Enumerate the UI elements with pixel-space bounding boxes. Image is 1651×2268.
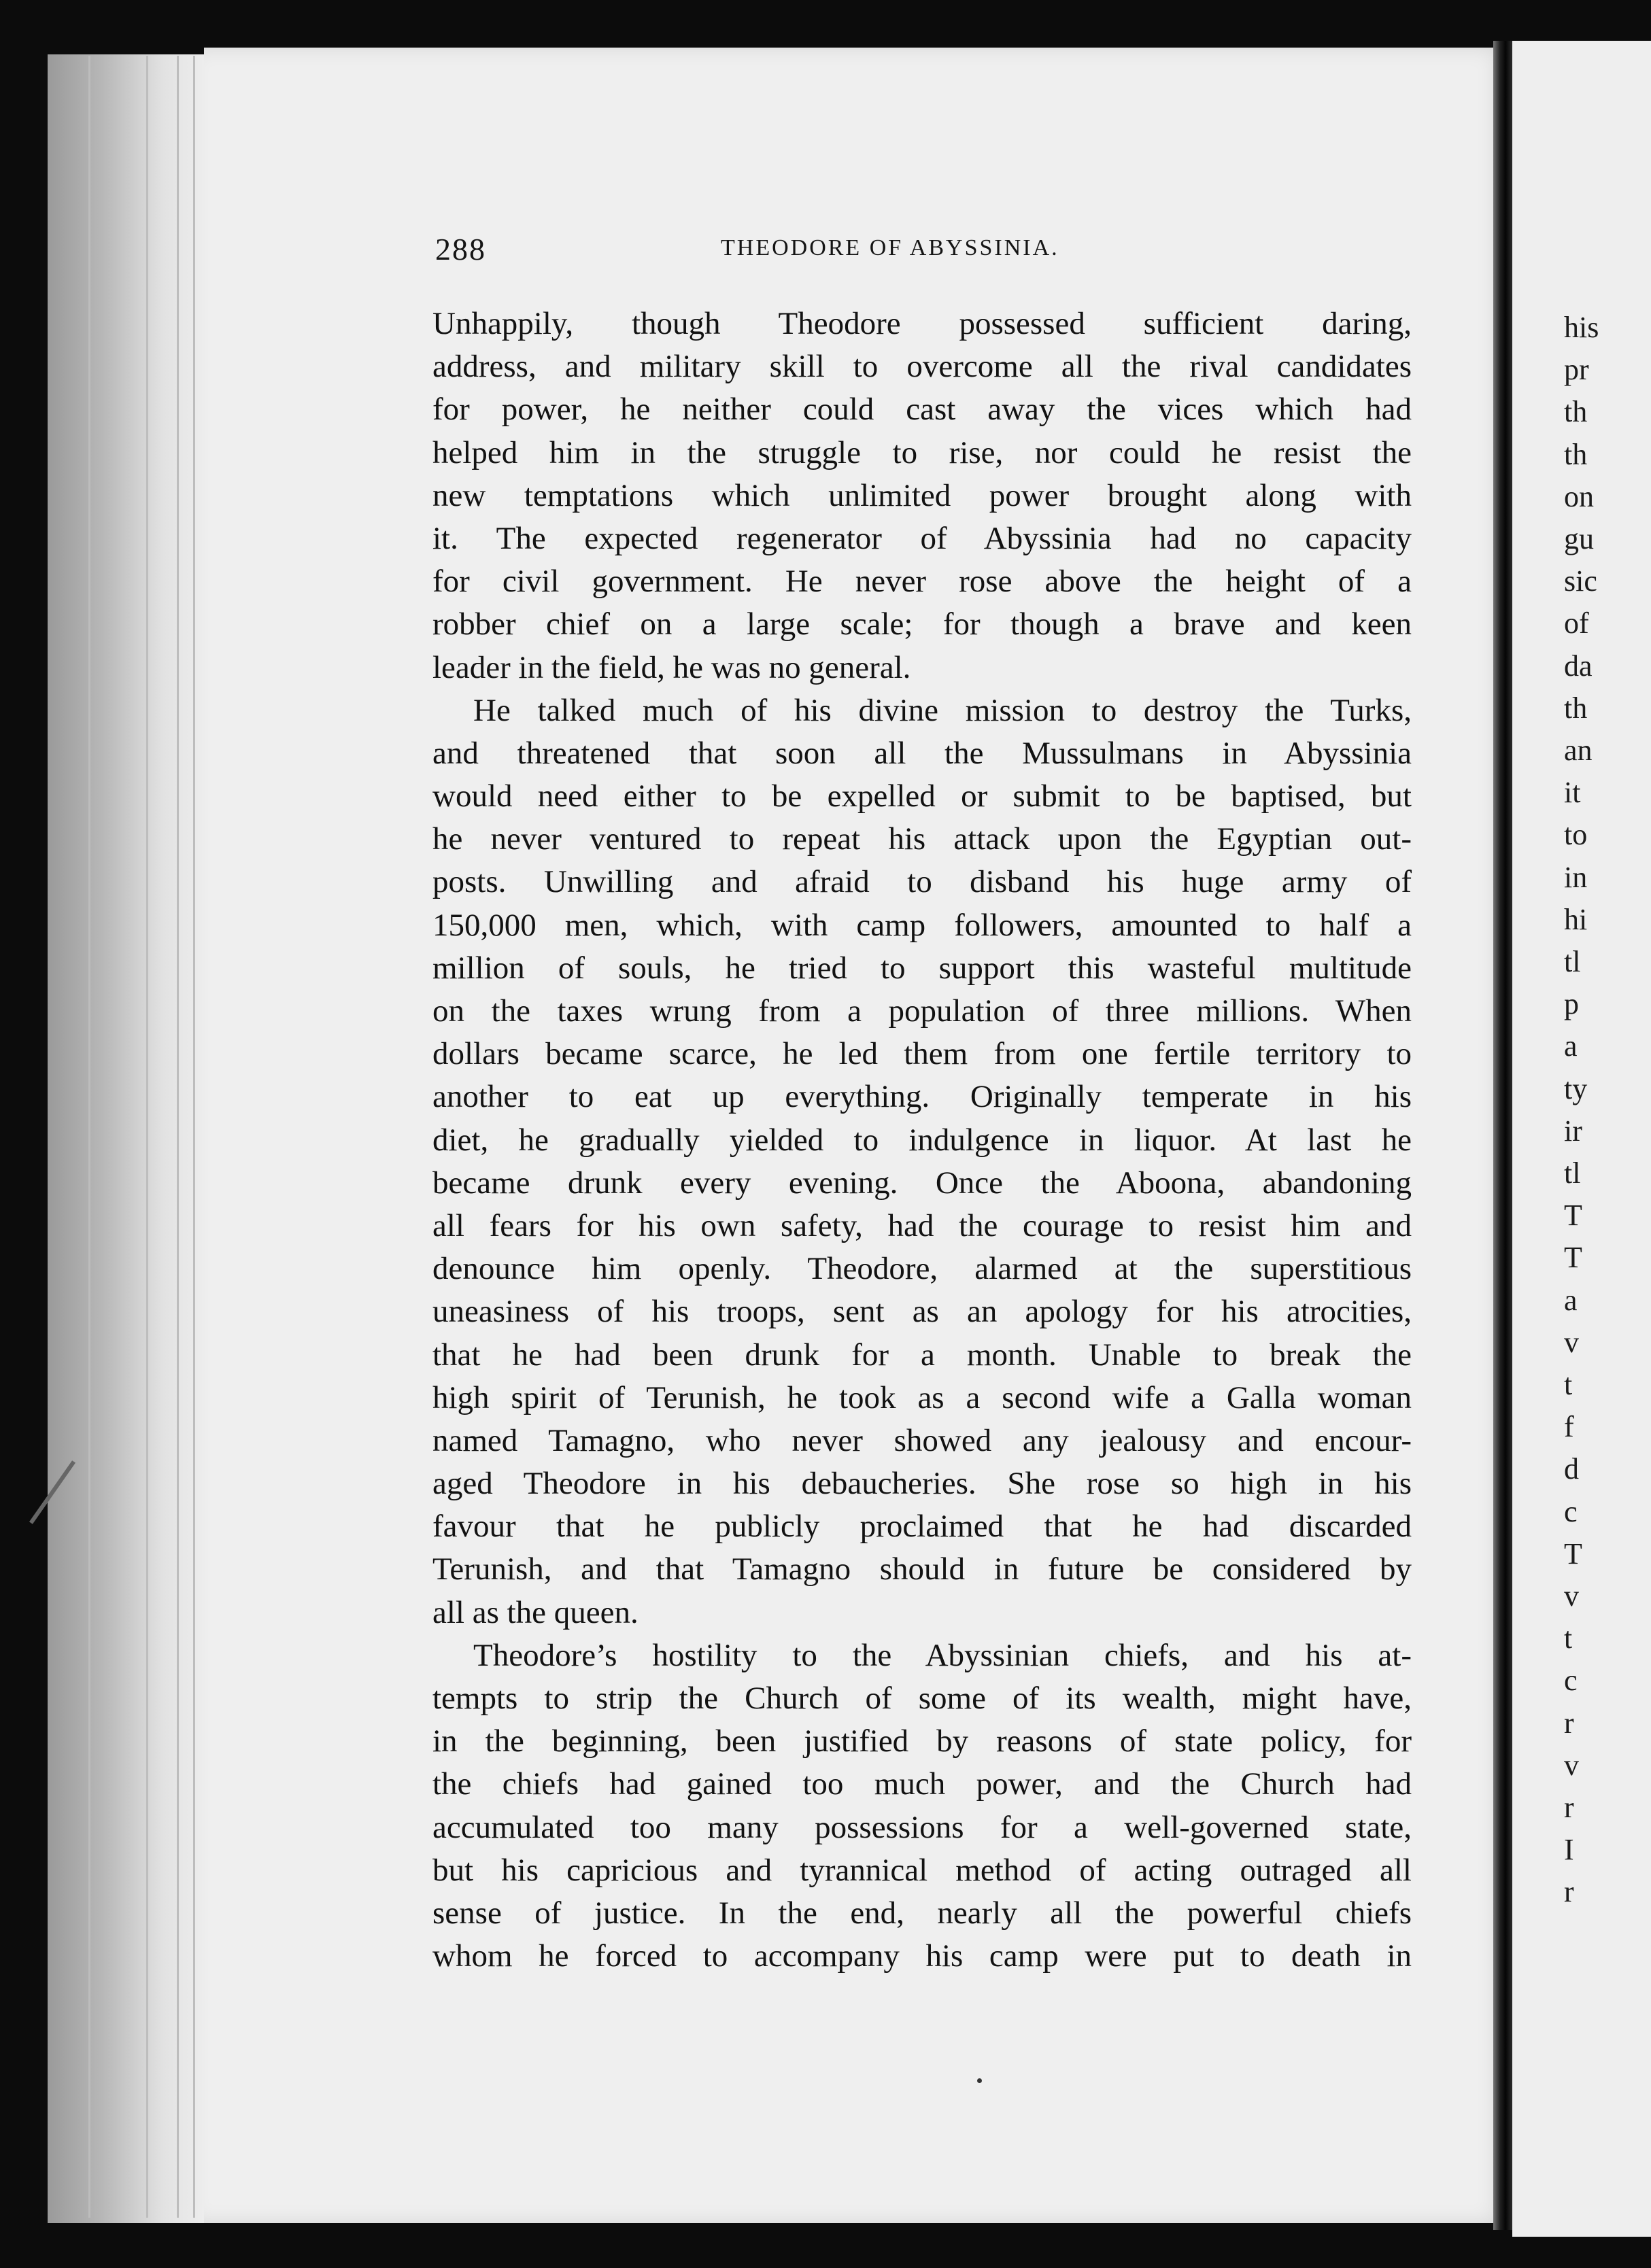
running-header — [435, 231, 1408, 272]
facing-page-fragment: r — [1564, 1791, 1574, 1824]
text-line: diet, he gradually yielded to indulgence in liquor. At last he — [432, 1122, 1412, 1158]
text-line: high spirit of Terunish, he took as a second wife a Galla woman — [432, 1379, 1412, 1415]
text-line: address, and military skill to overcome all the rival candidates — [432, 349, 1412, 385]
facing-page-fragment: da — [1564, 649, 1593, 683]
facing-page-fragment: f — [1564, 1410, 1574, 1444]
facing-page-fragment: t — [1564, 1621, 1573, 1655]
text-line: whom he forced to accompany his camp were put to death in — [432, 1938, 1412, 1974]
text-line: favour that he publicly proclaimed that he had discarded — [432, 1509, 1412, 1545]
facing-page-fragment: to — [1564, 818, 1588, 852]
facing-page-fragment: v — [1564, 1579, 1579, 1613]
facing-page-fragment: ty — [1564, 1071, 1588, 1105]
facing-page-fragment: hi — [1564, 902, 1588, 936]
text-line: dollars became scarce, he led them from one fertile territory to — [432, 1036, 1412, 1072]
facing-page-fragment: a — [1564, 1029, 1578, 1063]
text-line: for civil government. He never rose above the height of a — [432, 564, 1412, 600]
text-line: posts. Unwilling and afraid to disband his huge army of — [432, 864, 1412, 900]
facing-page-fragment: c — [1564, 1664, 1578, 1698]
text-line: in the beginning, been justified by reasons of state policy, for — [432, 1723, 1412, 1759]
text-line: accumulated too many possessions for a well-governed state, — [432, 1809, 1412, 1845]
text-line: another to eat up everything. Originally temperate in his — [432, 1079, 1412, 1115]
text-line: all as the queen. — [432, 1594, 639, 1630]
facing-page-fragment: th — [1564, 437, 1588, 471]
facing-page-fragment: his — [1564, 311, 1599, 344]
text-line: Unhappily, though Theodore possessed sufficient daring, — [432, 306, 1412, 341]
text-line: uneasiness of his troops, sent as an apology for his atrocities, — [432, 1294, 1412, 1330]
text-line: would need either to be expelled or submit to be baptised, but — [432, 778, 1412, 814]
facing-page-fragment: I — [1564, 1833, 1574, 1867]
facing-page-fragment: pr — [1564, 353, 1589, 387]
facing-page-fragment: gu — [1564, 522, 1594, 555]
text-line: Terunish, and that Tamagno should in future be considered by — [432, 1551, 1412, 1587]
facing-page-fragment: in — [1564, 860, 1588, 894]
page-speck — [977, 2078, 982, 2083]
facing-page-fragment: it — [1564, 776, 1581, 810]
text-line: for power, he neither could cast away the vices which had — [432, 392, 1412, 428]
text-line: became drunk every evening. Once the Aboona, abandoning — [432, 1165, 1412, 1201]
facing-page-fragment: r — [1564, 1875, 1574, 1909]
text-line: robber chief on a large scale; for though a brave and keen — [432, 606, 1412, 642]
text-line: that he had been drunk for a month. Unable to break the — [432, 1337, 1412, 1373]
text-line: 150,000 men, which, with camp followers, amounted to half a — [432, 907, 1412, 943]
text-line: Theodore’s hostility to the Abyssinian chiefs, and his at- — [473, 1637, 1412, 1673]
facing-page-fragment: an — [1564, 734, 1593, 767]
text-line: leader in the field, he was no general. — [432, 649, 911, 685]
text-line: all fears for his own safety, had the courage to resist him and — [432, 1207, 1412, 1243]
page-edge-line — [146, 56, 148, 2218]
facing-page-fragment: p — [1564, 987, 1579, 1021]
facing-page-fragment: T — [1564, 1199, 1582, 1233]
facing-page-fragment: th — [1564, 691, 1588, 725]
facing-page-fragment: tl — [1564, 945, 1581, 978]
text-line: aged Theodore in his debaucheries. She rose so high in his — [432, 1466, 1412, 1502]
text-line: on the taxes wrung from a population of three millions. When — [432, 993, 1412, 1029]
text-line: but his capricious and tyrannical method of acting outraged all — [432, 1852, 1412, 1888]
page-edge-line — [177, 56, 179, 2218]
text-line: He talked much of his divine mission to destroy the Turks, — [473, 692, 1412, 728]
facing-page-fragment: t — [1564, 1368, 1573, 1401]
facing-page-fragment: th — [1564, 395, 1588, 429]
text-line: new temptations which unlimited power brought along with — [432, 477, 1412, 513]
page-edges — [48, 54, 211, 2223]
facing-page-fragment: of — [1564, 606, 1589, 640]
facing-page-fragment: T — [1564, 1536, 1582, 1570]
facing-page-fragment: on — [1564, 479, 1594, 513]
text-line: tempts to strip the Church of some of its wealth, might have, — [432, 1681, 1412, 1716]
text-line: named Tamagno, who never showed any jealousy and encour- — [432, 1422, 1412, 1458]
page-edge-line — [88, 56, 90, 2218]
text-line: denounce him openly. Theodore, alarmed at the superstitious — [432, 1251, 1412, 1287]
text-line: million of souls, he tried to support this wasteful multitude — [432, 950, 1412, 986]
facing-page-fragment: c — [1564, 1494, 1578, 1528]
page-number: 288 — [435, 232, 486, 267]
page-edge-line — [193, 56, 195, 2218]
facing-page-fragment: a — [1564, 1283, 1578, 1317]
body-text — [432, 303, 1412, 1978]
facing-page-fragment: T — [1564, 1241, 1582, 1275]
facing-page-fragment: tl — [1564, 1156, 1581, 1190]
text-line: he never ventured to repeat his attack upon the Egyptian out- — [432, 821, 1412, 857]
text-line: it. The expected regenerator of Abyssinia had no capacity — [432, 520, 1412, 556]
text-line: the chiefs had gained too much power, and the Church had — [432, 1766, 1412, 1802]
facing-page-fragment: r — [1564, 1706, 1574, 1740]
book-gutter — [1493, 41, 1514, 2230]
facing-page-fragment: sic — [1564, 564, 1597, 598]
text-line: sense of justice. In the end, nearly all the powerful chiefs — [432, 1895, 1412, 1931]
facing-page-fragment: d — [1564, 1452, 1579, 1486]
text-line: helped him in the struggle to rise, nor could he resist the — [432, 434, 1412, 470]
text-line: and threatened that soon all the Mussulmans in Abyssinia — [432, 735, 1412, 771]
facing-page-fragment: v — [1564, 1325, 1579, 1359]
running-title: THEODORE OF ABYSSINIA. — [721, 235, 1059, 260]
facing-page-fragment: ir — [1564, 1114, 1582, 1148]
facing-page-fragment: v — [1564, 1748, 1579, 1782]
